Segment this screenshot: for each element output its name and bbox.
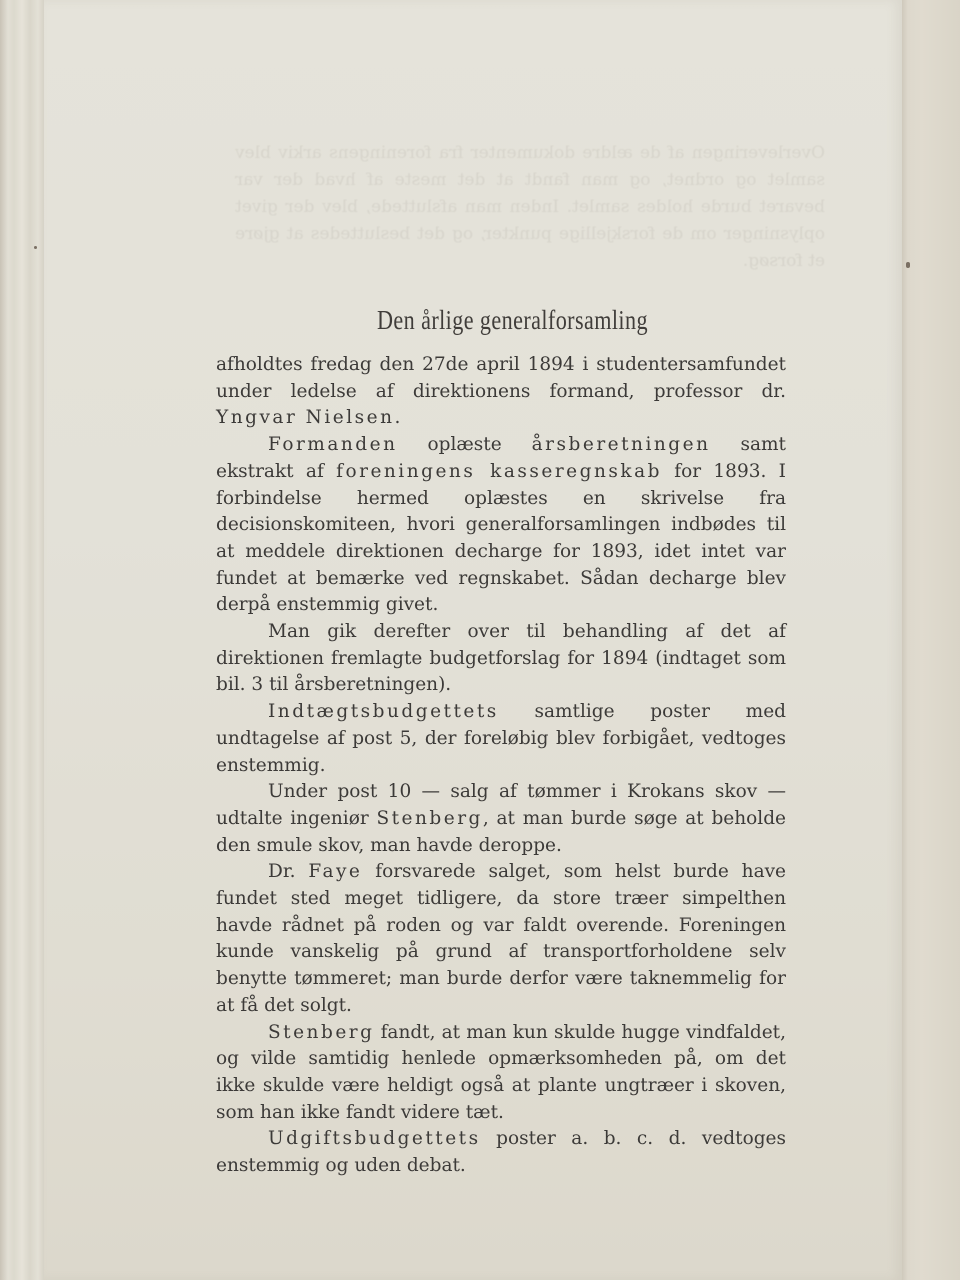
paragraph <box>216 1020 786 1127</box>
text-run: for 1893. I forbindelse hermed oplæstes en skrivelse fra decisionskomiteen, hvori generalforsamlingen indbødes til at meddele direktionen decharge for 1893, idet intet var fundet at bemærke ved regnskabet. Sådan decharge blev derpå enstemmig givet. <box>216 460 786 616</box>
paragraph <box>216 432 786 619</box>
text-run: , at man burde søge at beholde den smule skov, man havde deroppe. <box>216 807 786 856</box>
book-edge-right <box>902 0 960 1280</box>
text-run: oplæste <box>397 434 532 456</box>
emphasized-text: Yngvar Nielsen <box>216 407 395 429</box>
page-text <box>216 300 786 1180</box>
paragraph <box>216 1126 786 1179</box>
text-run: . <box>394 407 401 429</box>
paper-blemish <box>906 262 910 268</box>
text-run: afholdtes fredag den 27de april 1894 i studentersamfundet under ledelse af direktionens formand, professor dr. <box>216 354 786 402</box>
text-run: fandt, at man kun skulde hugge vindfaldet, og vilde samtidig henlede opmærksomheden på, om det ikke skulde være heldigt også at plante ungtræer i skoven, som han ikke fandt videre tæt. <box>216 1021 786 1123</box>
emphasized-text: Indtægtsbudgettets <box>268 701 499 723</box>
emphasized-text: årsberetningen <box>531 434 711 456</box>
emphasized-text: Udgiftsbudgettets <box>268 1128 481 1150</box>
text-run: poster a. b. c. d. vedtoges enstemmig og uden debat. <box>216 1128 786 1177</box>
paragraph <box>216 619 786 699</box>
paragraphs <box>216 352 786 1180</box>
paragraph <box>216 779 786 859</box>
text-run: samtlige poster med undtagelse af post 5, der foreløbig blev forbigået, vedtoges enstemmig. <box>216 701 786 776</box>
bleed-through-text: Overleveringen af de ældre dokumenter fra foreningens arkiv blev samlet og ordnet, og man fandt at det meste af hvad der var bevaret burde holdes samlet. Inden man afsluttede, blev der givet oplysninger om de forskjellige punkter, og det besluttedes at gjøre et forsøg. <box>235 143 825 271</box>
paragraph <box>216 352 786 432</box>
text-run: Under post 10 — salg af tømmer i Krokans skov — udtalte ingeniør <box>216 781 786 829</box>
emphasized-text: Stenberg <box>268 1021 375 1043</box>
text-run: forsvarede salget, som helst burde have fundet sted meget tidligere, da store træer simpelthen havde rådnet på roden og var faldt overende. Foreningen kunde vanskelig på grund af transportforholdene selv benytte tømmeret; man burde derfor være taknemmelig for at få det solgt. <box>216 861 786 1016</box>
emphasized-text: Formanden <box>268 434 398 456</box>
paper-blemish <box>34 246 37 249</box>
paragraph <box>216 699 786 779</box>
emphasized-text: foreningens kasseregnskab <box>336 460 662 482</box>
text-run: Dr. <box>268 861 309 883</box>
paragraph <box>216 859 786 1019</box>
emphasized-text: Stenberg <box>376 807 483 829</box>
book-gutter-left <box>0 0 44 1280</box>
text-run: Man gik derefter over til behandling af det af direktionen fremlagte budgetforslag for 1894 (indtaget som bil. 3 til årsberetningen). <box>216 621 786 696</box>
text-run: samt ekstrakt af <box>216 434 786 482</box>
emphasized-text: Faye <box>308 861 363 883</box>
page-title: Den årlige generalforsamling <box>377 305 648 335</box>
